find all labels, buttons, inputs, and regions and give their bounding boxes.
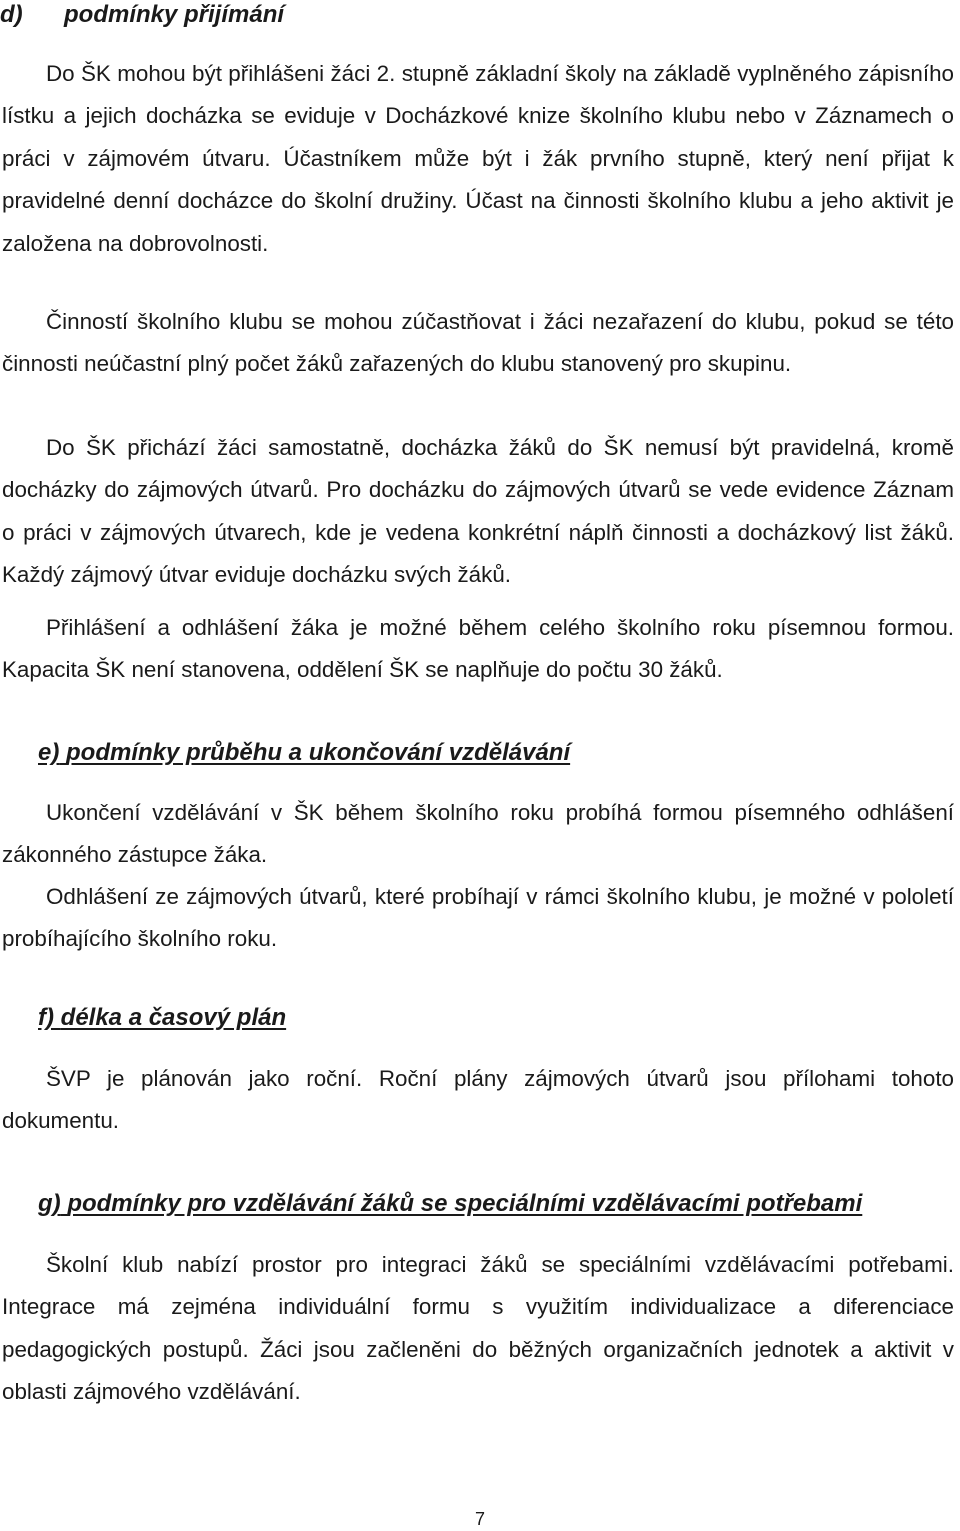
paragraph: Činností školního klubu se mohou zúčastňovat i žáci nezařazení do klubu, pokud se této činnosti neúčastní plný počet žáků zařazených do klubu stanovený pro skupinu. xyxy=(2,309,954,377)
section-heading-f xyxy=(38,1003,286,1033)
section-letter: d) xyxy=(0,1,23,28)
section-title: podmínky přijímání xyxy=(64,1,285,28)
section-title: podmínky průběhu a ukončování vzdělávání xyxy=(66,739,571,766)
section-letter: g) xyxy=(38,1190,61,1217)
section-heading-g xyxy=(38,1189,862,1219)
section-letter: e) xyxy=(38,739,60,766)
section-letter: f) xyxy=(38,1004,54,1031)
section-title: podmínky pro vzdělávání žáků se speciálními vzdělávacími potřebami xyxy=(67,1190,863,1217)
paragraph: Ukončení vzdělávání v ŠK během školního roku probíhá formou písemného odhlášení zákonného zástupce žáka. xyxy=(2,800,954,868)
section-title: délka a časový plán xyxy=(60,1004,287,1031)
page-number: 7 xyxy=(474,1509,485,1529)
section-heading-d xyxy=(0,0,284,30)
paragraph: Do ŠK mohou být přihlášeni žáci 2. stupně základní školy na základě vyplněného zápisního lístku a jejich docházka se eviduje v Docházkové knize školního klubu nebo v Záznamech o práci v zájmovém útvaru. Účastníkem může být i žák prvního stupně, který není přijat k pravidelné denní docházce do školní družiny. Účast na činnosti školního klubu a jeho aktivit je založena na dobrovolnosti. xyxy=(2,61,954,256)
section-heading-e xyxy=(38,738,570,768)
paragraph: Přihlášení a odhlášení žáka je možné během celého školního roku písemnou formou. Kapacita ŠK není stanovena, oddělení ŠK se naplňuje do počtu 30 žáků. xyxy=(2,615,954,683)
paragraph: Odhlášení ze zájmových útvarů, které probíhají v rámci školního klubu, je možné v pololetí probíhajícího školního roku. xyxy=(2,884,954,952)
paragraph: ŠVP je plánován jako roční. Roční plány zájmových útvarů jsou přílohami tohoto dokumentu. xyxy=(2,1066,954,1134)
paragraph: Školní klub nabízí prostor pro integraci žáků se speciálními vzdělávacími potřebami. Integrace má zejména individuální formu s využitím individualizace a diferenciace pedagogických postupů. Žáci jsou začleněni do běžných organizačních jednotek a aktivit v oblasti zájmového vzdělávání. xyxy=(2,1252,954,1405)
paragraph: Do ŠK přichází žáci samostatně, docházka žáků do ŠK nemusí být pravidelná, kromě docházky do zájmových útvarů. Pro docházku do zájmových útvarů se vede evidence Záznam o práci v zájmových útvarech, kde je vedena konkrétní náplň činnosti a docházkový list žáků. Každý zájmový útvar eviduje docházku svých žáků. xyxy=(2,435,954,588)
